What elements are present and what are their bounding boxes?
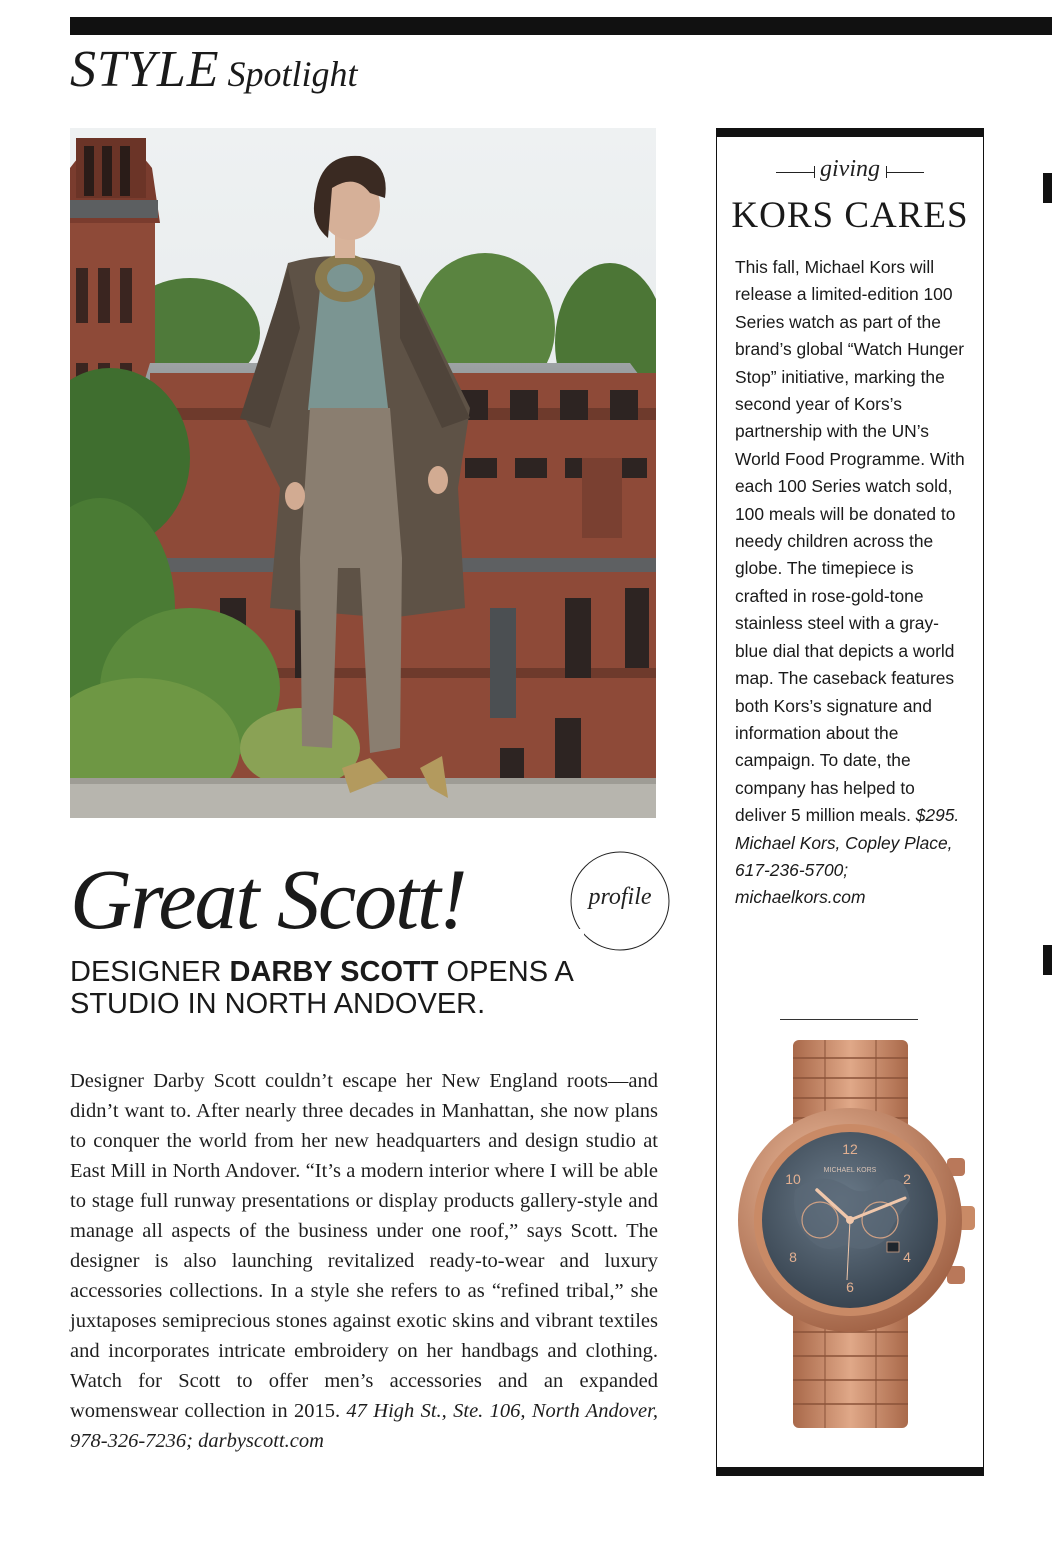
section-header [70, 40, 358, 99]
kicker-rule-left [776, 172, 814, 173]
watch-brand-label: MICHAEL KORS [823, 1167, 877, 1174]
page-edge-mark [1043, 173, 1052, 203]
sidebar-top-bar [716, 128, 984, 137]
dial-numeral-12: 12 [842, 1141, 858, 1157]
section-title: STYLE [70, 41, 220, 98]
subhead [70, 956, 670, 1020]
article-text: Designer Darby Scott couldn’t escape her New England roots—and didn’t want to. After nearly three decades in Manhattan, she now plans to conquer the world from her new headquarters and design studio at East Mill in North Andover. “It’s a modern interior where I will be able to stage full runway presentations or display products gallery-style and manage all aspects of the business under one roof,” says Scott. The designer is also launching revitalized ready-to-wear and luxury accessories collections. In a style she refers to as “refined tribal,” she juxtaposes semiprecious stones against exotic skins and vibrant textiles and incorporates intricate embroidery on her handbags and clothing. Watch for Scott to offer men’s accessories and an expanded womenswear collection in 2015. [70, 1070, 658, 1422]
sidebar-kicker: giving [820, 156, 880, 182]
dial-numeral-8: 8 [789, 1249, 797, 1265]
kicker-rule-right [886, 172, 924, 173]
article-body [70, 1066, 658, 1456]
designer-name: DARBY SCOTT [229, 956, 439, 988]
article-address: 47 High St., Ste. 106, North Andover, 978-326-7236; darbyscott.com [70, 1400, 658, 1452]
sidebar-body [735, 254, 970, 912]
dial-numeral-4: 4 [903, 1249, 911, 1265]
dial-numeral-10: 10 [785, 1171, 801, 1187]
sidebar-title: KORS CARES [731, 195, 969, 236]
sidebar-text: This fall, Michael Kors will release a limited-edition 100 Series watch as part of the brand’s global “Watch Hunger Stop” initiative, marking the second year of Kors’s partnership with the UN’s World Food Programme. With each 100 Series watch sold, 100 meals will be donated to needy children across the globe. The timepiece is crafted in rose-gold-tone stainless steel with a gray-blue dial that depicts a world map. The caseback features both Kors’s signature and information about the campaign. To date, the company has helped to deliver 5 million meals. [735, 257, 965, 826]
watch-image [735, 1040, 980, 1430]
headline: Great Scott! [70, 851, 466, 947]
profile-badge-label: profile [588, 884, 652, 910]
dial-numeral-2: 2 [903, 1171, 911, 1187]
sidebar-credit: $295. Michael Kors, Copley Place, 617-236-5700; michaelkors.com [735, 805, 960, 908]
sidebar-bottom-bar [716, 1467, 984, 1476]
sidebar-divider [780, 1019, 918, 1020]
feature-photo [70, 128, 656, 818]
section-subtitle: Spotlight [227, 54, 358, 94]
subhead-pre: DESIGNER [70, 956, 230, 988]
top-rule [70, 17, 1052, 35]
dial-numeral-6: 6 [846, 1279, 854, 1295]
page-edge-mark [1043, 945, 1052, 975]
subhead-post: OPENS A STUDIO IN NORTH ANDOVER. [70, 956, 573, 1020]
